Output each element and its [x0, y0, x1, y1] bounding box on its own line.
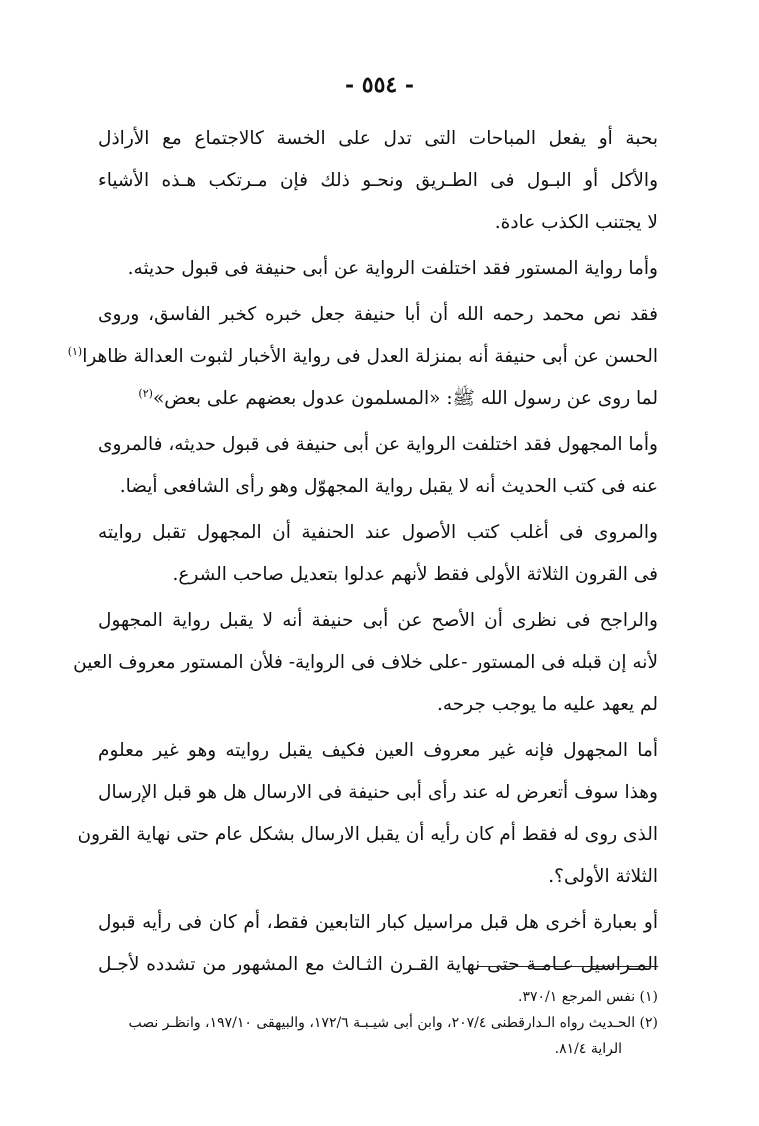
paragraph-7: [77, 730, 658, 898]
text-line-with-footnote: [67, 336, 658, 378]
text-line: الذى روى له فقط أم كان رأيه أن يقبل الارسال بشكل عام حتى نهاية القرون: [77, 824, 658, 845]
text-line: والمروى فى أغلب كتب الأصول عند الحنفية أن المجهول تقبل روايته: [98, 522, 658, 543]
footnote-line: (٢) الحـديث رواه الـدارقطنى ٢٠٧/٤، وابن أبى شيـبـة ١٧٢/٦، والبيهقى ١٩٧/١٠، وانظـر نصب: [128, 1015, 658, 1031]
text-line: الحسن عن أبى حنيفة أنه بمنزلة العدل فى رواية الأخبار لثبوت العدالة ظاهرا: [82, 346, 658, 367]
paragraph-5: [98, 512, 658, 596]
text-line: لا يجتنب الكذب عادة.: [494, 212, 658, 233]
text-line: بحبة أو يفعل المباحات التى تدل على الخسة كالاجتماع مع الأراذل: [98, 128, 658, 149]
text-line: لأنه إن قبله فى المستور -على خلاف فى الرواية- فلأن المستور معروف العين: [73, 652, 658, 673]
footnote-mark-1: (١): [67, 344, 83, 358]
footnote-1: [90, 984, 658, 1010]
paragraph-1: [98, 118, 658, 244]
paragraph-4: [98, 424, 658, 508]
text-line: وأما رواية المستور فقد اختلفت الرواية عن أبى حنيفة فى قبول حديثه.: [127, 258, 658, 279]
footnotes: [90, 984, 658, 1062]
paragraph-8: [98, 902, 658, 986]
page-number: - ٥٥٤ -: [344, 72, 415, 98]
text-line-with-footnote: [98, 378, 658, 420]
text-line: لم يعهد عليه ما يوجب جرحه.: [436, 694, 658, 715]
footnote-divider: [478, 966, 658, 967]
paragraph-6: [73, 600, 658, 726]
text-line: أو بعبارة أخرى هل قبل مراسيل كبار التابعين فقط، أم كان فى رأيه قبول: [98, 912, 658, 933]
footnote-line: (١) نفس المرجع ٣٧٠/١.: [518, 989, 658, 1005]
text-line: والراجح فى نظرى أن الأصح عن أبى حنيفة أنه لا يقبل رواية المجهول: [98, 610, 658, 631]
text-line: لما روى عن رسول الله ﷺ: «المسلمون عدول بعضهم على بعض»: [152, 388, 658, 409]
text-line: والأكل أو البـول فى الطـريق ونحـو ذلك فإن مـرتكب هـذه الأشياء: [98, 170, 658, 191]
paragraph-2: [98, 248, 658, 290]
text-line: الثلاثة الأولى؟.: [548, 866, 658, 887]
paragraph-3: [67, 294, 658, 420]
footnote-line: الراية ٨١/٤.: [554, 1041, 622, 1057]
text-line: عنه فى كتب الحديث أنه لا يقبل رواية المجهوّل وهو رأى الشافعى أيضا.: [119, 476, 658, 497]
text-line: أما المجهول فإنه غير معروف العين فكيف يقبل روايته وهو غير معلوم: [98, 740, 658, 761]
text-line: المـراسيل عـامـة حتى نهاية القـرن الثـالث مع المشهور من تشدده لأجـل: [98, 954, 658, 975]
text-line: وأما المجهول فقد اختلفت الرواية عن أبى حنيفة فى قبول حديثه، فالمروى: [98, 434, 658, 455]
main-text: [67, 118, 658, 986]
text-line: فى القرون الثلاثة الأولى فقط لأنهم عدلوا بتعديل صاحب الشرع.: [172, 564, 658, 585]
footnote-mark-2: (٢): [138, 386, 153, 400]
text-line: وهذا سوف أتعرض له عند رأى أبى حنيفة فى الارسال هل هو قبل الإرسال: [98, 782, 658, 803]
text-line: فقد نص محمد رحمه الله أن أبا حنيفة جعل خبره كخبر الفاسق، وروى: [98, 304, 658, 325]
footnote-2: [90, 1010, 658, 1062]
